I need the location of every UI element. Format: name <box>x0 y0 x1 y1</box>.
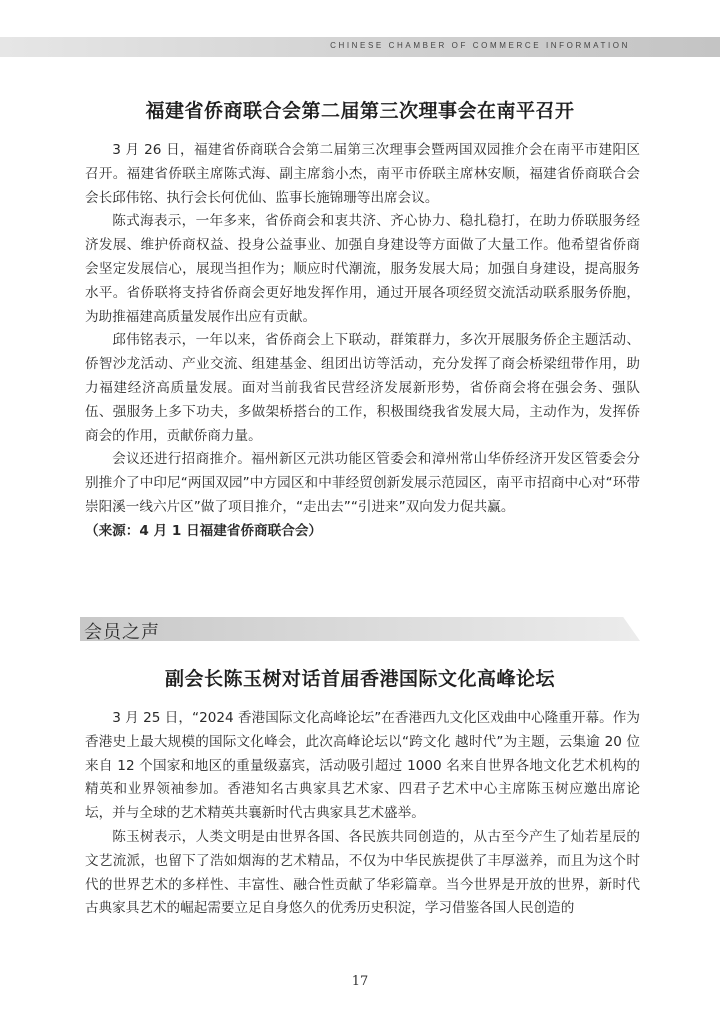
header-label: CHINESE CHAMBER OF COMMERCE INFORMATION <box>330 41 630 50</box>
article1-paragraph: 3 月 26 日，福建省侨商联合会第二届第三次理事会暨两国双园推介会在南平市建阳区召开。福建省侨联主席陈式海、副主席翁小杰，南平市侨联主席林安顺，福建省侨商联合会会长邱伟铭、执行会长何优仙、监事长施锦珊等出席会议。 <box>85 142 640 206</box>
section-band <box>80 617 640 641</box>
article1-title: 福建省侨商联合会第二届第三次理事会在南平召开 <box>145 100 575 122</box>
article1-body <box>85 139 640 544</box>
page-number: 17 <box>351 974 369 989</box>
article2-body <box>85 707 640 921</box>
article2-title: 副会长陈玉树对话首届香港国际文化高峰论坛 <box>164 668 555 690</box>
section-title: 会员之声 <box>84 622 160 643</box>
article2-paragraph: 陈玉树表示，人类文明是由世界各国、各民族共同创造的，从古至今产生了灿若星辰的文艺流派，也留下了浩如烟海的艺术精品，不仅为中华民族提供了丰厚滋养，而且为这个时代的世界艺术的多样性、丰富性、融合性贡献了华彩篇章。当今世界是开放的世界，新时代古典家具艺术的崛起需要立足自身悠久的优秀历史积淀，学习借鉴各国人民创造的 <box>85 828 640 917</box>
article1-paragraph: 陈式海表示，一年多来，省侨商会和衷共济、齐心协力、稳扎稳打，在助力侨联服务经济发展、维护侨商权益、投身公益事业、加强自身建设等方面做了大量工作。他希望省侨商会坚定发展信心，展现当担作为；顺应时代潮流，服务发展大局；加强自身建设，提高服务水平。省侨联将支持省侨商会更好地发挥作用，通过开展各项经贸交流活动联系服务侨胞，为助推福建高质量发展作出应有贡献。 <box>85 213 640 325</box>
article1-source: （来源：4 月 1 日福建省侨商联合会） <box>85 522 323 539</box>
article2-paragraph: 3 月 25 日，“2024 香港国际文化高峰论坛”在香港西九文化区戏曲中心隆重开幕。作为香港史上最大规模的国际文化峰会，此次高峰论坛以“跨文化 越时代”为主题，云集逾 20 位来自 12 个国家和地区的重量级嘉宾，活动吸引超过 1000 名来自世界各地文化艺术机构的精英和业界领袖参加。香港知名古典家具艺术家、四君子艺术中心主席陈玉树应邀出席论坛，并与全球的艺术精英共襄新时代古典家具艺术盛举。 <box>85 710 640 822</box>
article1-paragraph: 会议还进行招商推介。福州新区元洪功能区管委会和漳州常山华侨经济开发区管委会分别推介了中印尼“两国双园”中方园区和中菲经贸创新发展示范园区，南平市招商中心对“环带崇阳溪一线六片区”做了项目推介，“走出去”“引进来”双向发力促共赢。 <box>85 451 640 515</box>
article1-paragraph: 邱伟铭表示，一年以来，省侨商会上下联动，群策群力，多次开展服务侨企主题活动、侨智沙龙活动、产业交流、组建基金、组团出访等活动，充分发挥了商会桥梁纽带作用，助力福建经济高质量发展。面对当前我省民营经济发展新形势，省侨商会将在强会务、强队伍、强服务上多下功夫，多做架桥搭台的工作，积极围绕我省发展大局，主动作为，发挥侨商会的作用，贡献侨商力量。 <box>85 332 640 444</box>
